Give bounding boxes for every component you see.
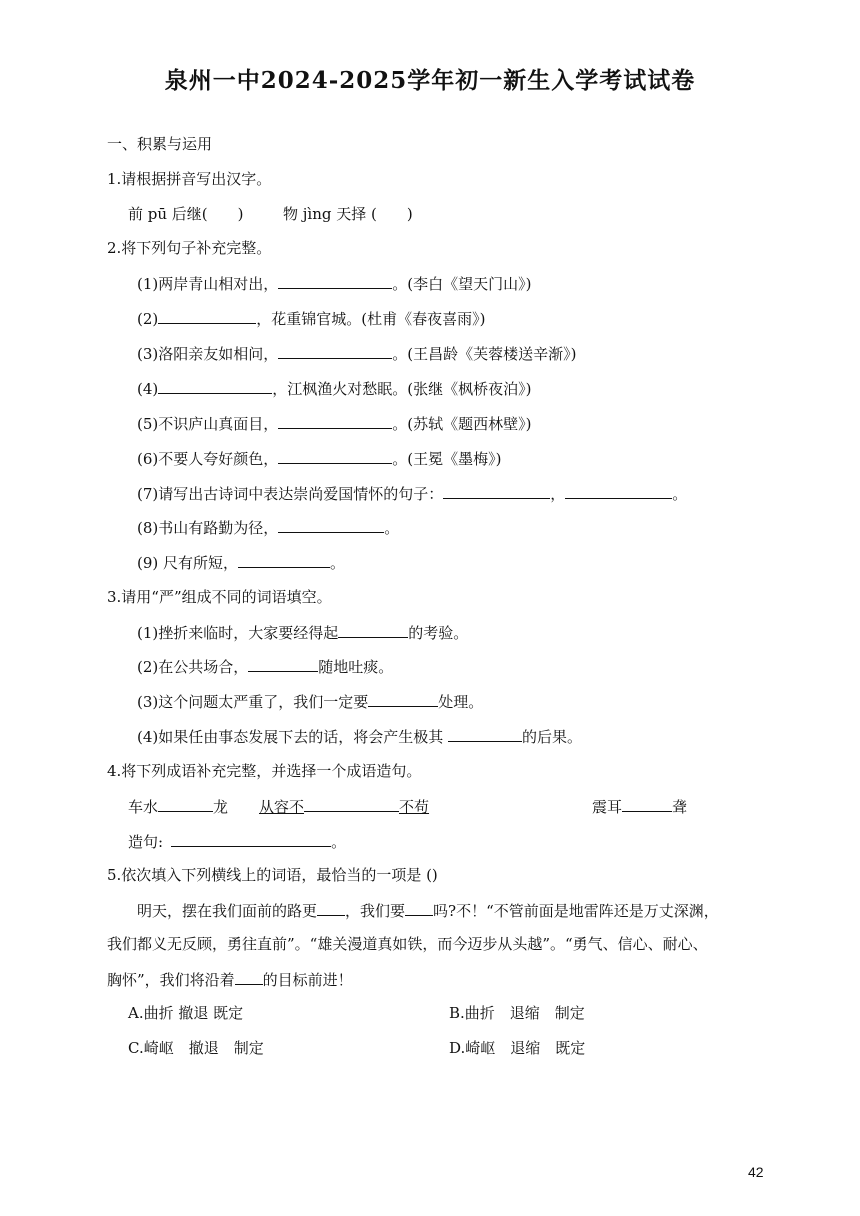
item-text: (6)不要人夸好颜色，	[137, 450, 279, 468]
question-5-passage-line-1	[137, 900, 719, 921]
answer-blank[interactable]	[158, 378, 272, 394]
question-2-item-8	[137, 517, 399, 538]
answer-blank[interactable]	[238, 552, 330, 568]
question-1-stem: 1.请根据拼音写出汉字。	[107, 170, 272, 188]
answer-blank[interactable]	[317, 900, 345, 916]
option-a[interactable]: A.曲折 撤退 既定	[128, 1004, 244, 1022]
question-2-item-1	[137, 273, 531, 294]
sentence-line	[128, 831, 346, 852]
answer-blank[interactable]	[565, 483, 672, 499]
item-source: 。(王冕《墨梅》)	[392, 450, 502, 468]
option-b[interactable]: B.曲折 退缩 制定	[449, 1004, 585, 1022]
idiom-1	[128, 796, 228, 817]
question-3-stem: 3.请用“严”组成不同的词语填空。	[107, 588, 332, 606]
answer-blank[interactable]	[405, 900, 433, 916]
answer-blank[interactable]	[443, 483, 550, 499]
section-heading: 一、积累与运用	[107, 135, 213, 153]
passage-text: 胸怀”，我们将沿着	[107, 971, 235, 989]
item-source: 。(王昌龄《芙蓉楼送辛渐》)	[392, 345, 577, 363]
item-text: (2)在公共场合，	[137, 658, 249, 676]
question-2-item-4	[137, 378, 531, 399]
question-5-passage-line-3	[107, 969, 353, 990]
item-text: (9) 尺有所短，	[137, 554, 239, 572]
answer-blank[interactable]	[448, 726, 522, 742]
question-2-item-7	[137, 483, 687, 504]
item-text: (7)请写出古诗词中表达崇尚爱国情怀的句子：	[137, 485, 444, 503]
answer-blank[interactable]	[235, 969, 263, 985]
item-source: ，江枫渔火对愁眠。(张继《枫桥夜泊》)	[272, 380, 532, 398]
question-2-item-9	[137, 552, 345, 573]
item-text: (1)挫折来临时，大家要经得起	[137, 624, 339, 642]
question-1-item-b: 物 jìng 天择 ( )	[283, 205, 413, 223]
item-text: (4)	[137, 380, 159, 398]
question-4-stem: 4.将下列成语补充完整，并选择一个成语造句。	[107, 762, 422, 780]
question-2-stem: 2.将下列句子补充完整。	[107, 239, 272, 257]
answer-blank[interactable]	[368, 691, 438, 707]
answer-blank[interactable]	[278, 273, 392, 289]
option-c[interactable]: C.崎岖 撤退 制定	[128, 1039, 264, 1057]
item-text: 处理。	[438, 693, 484, 711]
passage-text: 吗?不！“不管前面是地雷阵还是万丈深渊，	[433, 902, 719, 920]
answer-blank[interactable]	[622, 796, 672, 812]
item-text: (8)书山有路勤为径，	[137, 519, 279, 537]
answer-blank[interactable]	[304, 796, 399, 812]
item-text: 。	[330, 554, 346, 572]
question-3-item-1	[137, 622, 468, 643]
item-text: 。	[331, 833, 347, 851]
question-5-stem: 5.依次填入下列横线上的词语，最恰当的一项是 ()	[107, 866, 438, 884]
question-3-item-2	[137, 656, 393, 677]
passage-text: 的目标前进！	[262, 971, 353, 989]
item-text: (4)如果任由事态发展下去的话，将会产生极其	[137, 728, 449, 746]
question-3-item-3	[137, 691, 483, 712]
item-text: 的后果。	[522, 728, 583, 746]
passage-text: ，我们要	[345, 902, 406, 920]
idiom-text: 不苟	[399, 798, 430, 816]
question-1-item-a: 前 pū 后继( )	[128, 205, 244, 223]
answer-blank[interactable]	[278, 517, 384, 533]
item-text: 的考验。	[408, 624, 469, 642]
page-number: 42	[748, 1164, 764, 1180]
item-text: 。	[384, 519, 400, 537]
item-source: 。(李白《望天门山》)	[392, 275, 532, 293]
question-2-item-2	[137, 308, 485, 329]
idiom-3	[592, 796, 687, 817]
answer-blank[interactable]	[248, 656, 318, 672]
question-5-passage-line-2: 我们都义无反顾，勇往直前”。“雄关漫道真如铁，而今迈步从头越”。“勇气、信心、耐心、	[107, 935, 708, 953]
question-2-item-5	[137, 413, 531, 434]
option-d[interactable]: D.崎岖 退缩 既定	[449, 1039, 586, 1057]
item-text: (2)	[137, 310, 159, 328]
idiom-text: 震耳	[592, 798, 623, 816]
answer-blank[interactable]	[158, 796, 213, 812]
passage-text: 明天，摆在我们面前的路更	[137, 902, 318, 920]
answer-blank[interactable]	[158, 308, 256, 324]
item-text: (5)不识庐山真面目，	[137, 415, 279, 433]
answer-blank[interactable]	[278, 448, 392, 464]
item-text: (1)两岸青山相对出，	[137, 275, 279, 293]
item-text: 。	[672, 485, 688, 503]
item-source: ，花重锦官城。(杜甫《春夜喜雨》)	[256, 310, 486, 328]
item-text: (3)这个问题太严重了，我们一定要	[137, 693, 369, 711]
idiom-text: 聋	[672, 798, 688, 816]
idiom-text: 龙	[213, 798, 229, 816]
sentence-label: 造句:	[128, 833, 164, 851]
question-2-item-3	[137, 343, 576, 364]
answer-blank[interactable]	[338, 622, 408, 638]
page-title: 泉州一中2024-2025学年初一新生入学考试试卷	[164, 67, 696, 94]
item-source: 。(苏轼《题西林壁》)	[392, 415, 532, 433]
answer-blank[interactable]	[278, 413, 392, 429]
idiom-2	[259, 796, 429, 817]
item-text: (3)洛阳亲友如相问，	[137, 345, 279, 363]
question-2-item-6	[137, 448, 501, 469]
idiom-text: 从容不	[259, 798, 305, 816]
idiom-text: 车水	[128, 798, 159, 816]
item-text: ，	[550, 485, 566, 503]
answer-blank[interactable]	[278, 343, 392, 359]
item-text: 随地吐痰。	[318, 658, 394, 676]
answer-blank[interactable]	[171, 831, 331, 847]
question-3-item-4	[137, 726, 582, 747]
